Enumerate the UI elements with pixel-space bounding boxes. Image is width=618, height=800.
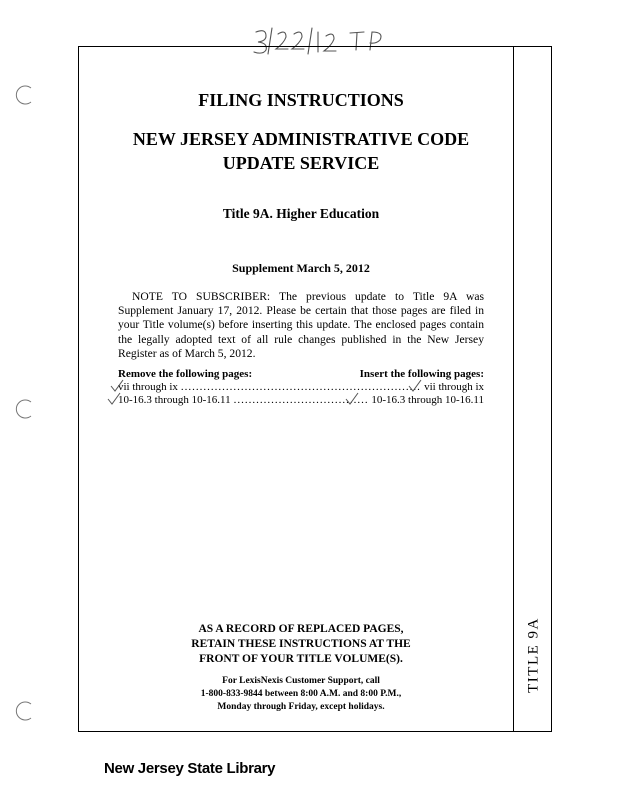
code-title-line: NEW JERSEY ADMINISTRATIVE CODE [132,129,470,149]
leader-dots [181,380,421,394]
record-notice [118,622,484,667]
insert-pages-heading: Insert the following pages: [359,368,484,380]
page-row [118,380,484,394]
supplement-date: Supplement March 5, 2012 [232,261,370,275]
checkmark-icon [109,379,125,393]
code-title-heading [118,127,484,175]
page-row [118,393,484,407]
note-to-subscriber: NOTE TO SUBSCRIBER: The previous update to Title 9A was Supplement January 17, 2012. Please be certain that those pages are filed in your Title volume(s) before inserting this update. The enclosed pages contain the legally adopted text of all rule changes published in the New Jersey Register as of March 5, 2012. [118,290,484,360]
punch-hole-top [14,84,36,106]
insert-page-range: vii through ix [424,381,484,393]
library-stamp: New Jersey State Library [104,760,276,777]
record-notice-line: FRONT OF YOUR TITLE VOLUME(S). [199,653,403,665]
insert-page-range: 10-16.3 through 10-16.11 [371,394,484,406]
record-notice-line: AS A RECORD OF REPLACED PAGES, [198,623,404,635]
punch-hole-bottom [14,700,36,722]
title-name: Title 9A. Higher Education [222,206,380,221]
tab-divider [513,47,514,731]
code-title-line: UPDATE SERVICE [222,153,380,173]
checkmark-icon [106,392,122,406]
support-line: 1-800-833-9844 between 8:00 A.M. and 8:00 P.M., [200,688,402,699]
record-notice-line: RETAIN THESE INSTRUCTIONS AT THE [191,638,411,650]
remove-page-range: vii through ix [118,381,178,393]
checkmark-icon [344,392,360,406]
checkmark-icon [407,379,423,393]
customer-support-info [118,675,484,713]
support-line: Monday through Friday, except holidays. [217,701,385,712]
filing-instructions-heading: FILING INSTRUCTIONS [198,90,404,110]
punch-hole-middle [14,398,36,420]
remove-pages-heading: Remove the following pages: [118,368,253,380]
title-tab-label: TITLE 9A [525,617,542,693]
remove-page-range: 10-16.3 through 10-16.11 [118,394,231,406]
support-line: For LexisNexis Customer Support, call [222,676,380,686]
